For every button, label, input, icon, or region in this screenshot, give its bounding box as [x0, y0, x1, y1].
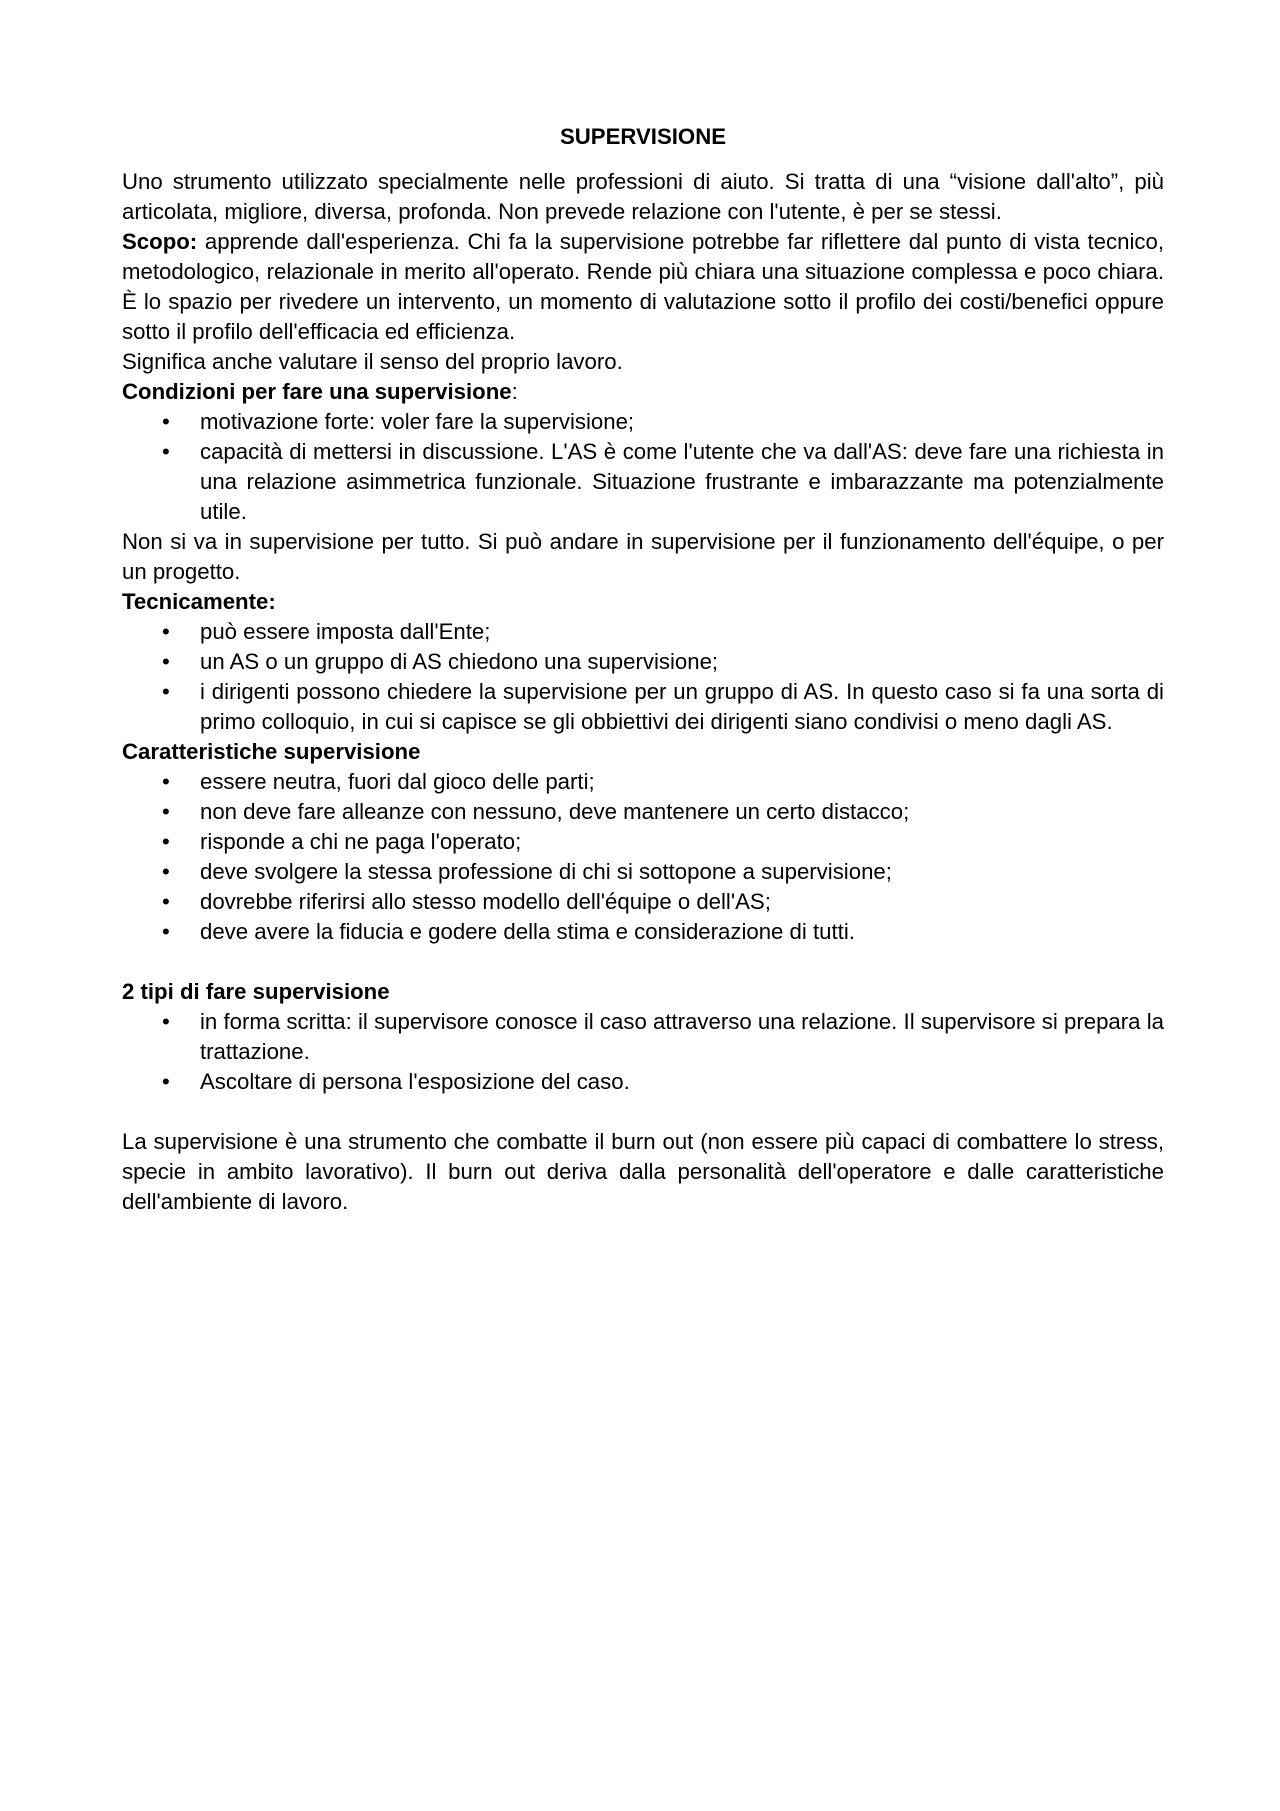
tipi-list: [122, 1007, 1164, 1097]
document-page: [122, 122, 1164, 1217]
list-item: • Ascoltare di persona l'esposizione del caso.: [200, 1067, 1164, 1097]
scopo-label: Scopo:: [122, 229, 198, 254]
document-title: SUPERVISIONE: [559, 124, 727, 149]
list-item: • i dirigenti possono chiedere la supervisione per un gruppo di AS. In questo caso si fa una sorta di primo colloquio, in cui si capisce se gli obbiettivi dei dirigenti siano condivisi o meno dagli AS.: [200, 677, 1164, 737]
intro-paragraph: Uno strumento utilizzato specialmente nelle professioni di aiuto. Si tratta di una “visione dall'alto”, più articolata, migliore, diversa, profonda. Non prevede relazione con l'utente, è per se stessi.: [122, 169, 1164, 224]
tecnicamente-list: [122, 617, 1164, 737]
list-item: • può essere imposta dall'Ente;: [200, 617, 1164, 647]
condizioni-list: [122, 407, 1164, 527]
significa-paragraph: Significa anche valutare il senso del proprio lavoro.: [122, 349, 623, 374]
list-item: • in forma scritta: il supervisore conosce il caso attraverso una relazione. Il supervisore si prepara la trattazione.: [200, 1007, 1164, 1067]
conclusione-paragraph: La supervisione è una strumento che combatte il burn out (non essere più capaci di combattere lo stress, specie in ambito lavorativo). Il burn out deriva dalla personalità dell'operatore e dalle caratteristiche dell'ambiente di lavoro.: [122, 1129, 1164, 1214]
caratteristiche-list: [122, 767, 1164, 947]
spacer: [122, 1097, 1164, 1127]
list-item: • non deve fare alleanze con nessuno, deve mantenere un certo distacco;: [200, 797, 1164, 827]
non-si-va-paragraph: Non si va in supervisione per tutto. Si può andare in supervisione per il funzionamento dell'équipe, o per un progetto.: [122, 529, 1164, 584]
list-item: • capacità di mettersi in discussione. L'AS è come l'utente che va dall'AS: deve fare una richiesta in una relazione asimmetrica funzionale. Situazione frustrante e imbarazzante ma potenzialmente utile.: [200, 437, 1164, 527]
list-item: • dovrebbe riferirsi allo stesso modello dell'équipe o dell'AS;: [200, 887, 1164, 917]
list-item: • deve avere la fiducia e godere della stima e considerazione di tutti.: [200, 917, 1164, 947]
condizioni-colon: :: [511, 379, 518, 404]
condizioni-heading-line: [122, 377, 1164, 407]
list-item: • essere neutra, fuori dal gioco delle parti;: [200, 767, 1164, 797]
list-item: • un AS o un gruppo di AS chiedono una supervisione;: [200, 647, 1164, 677]
spacer: [122, 947, 1164, 977]
list-item: • deve svolgere la stessa professione di chi si sottopone a supervisione;: [200, 857, 1164, 887]
tipi-heading: 2 tipi di fare supervisione: [122, 979, 390, 1004]
scopo-paragraph: [122, 227, 1164, 347]
list-item: • risponde a chi ne paga l'operato;: [200, 827, 1164, 857]
tecnicamente-heading: Tecnicamente:: [122, 589, 276, 614]
condizioni-heading: Condizioni per fare una supervisione: [122, 379, 512, 404]
list-item: • motivazione forte: voler fare la supervisione;: [200, 407, 1164, 437]
caratteristiche-heading: Caratteristiche supervisione: [122, 739, 421, 764]
scopo-text: apprende dall'esperienza. Chi fa la supervisione potrebbe far riflettere dal punto di vista tecnico, metodologico, relazionale in merito all'operato. Rende più chiara una situazione complessa e poco chiara. È lo spazio per rivedere un intervento, un momento di valutazione sotto il profilo dei costi/benefici oppure sotto il profilo dell'efficacia ed efficienza.: [122, 229, 1164, 344]
